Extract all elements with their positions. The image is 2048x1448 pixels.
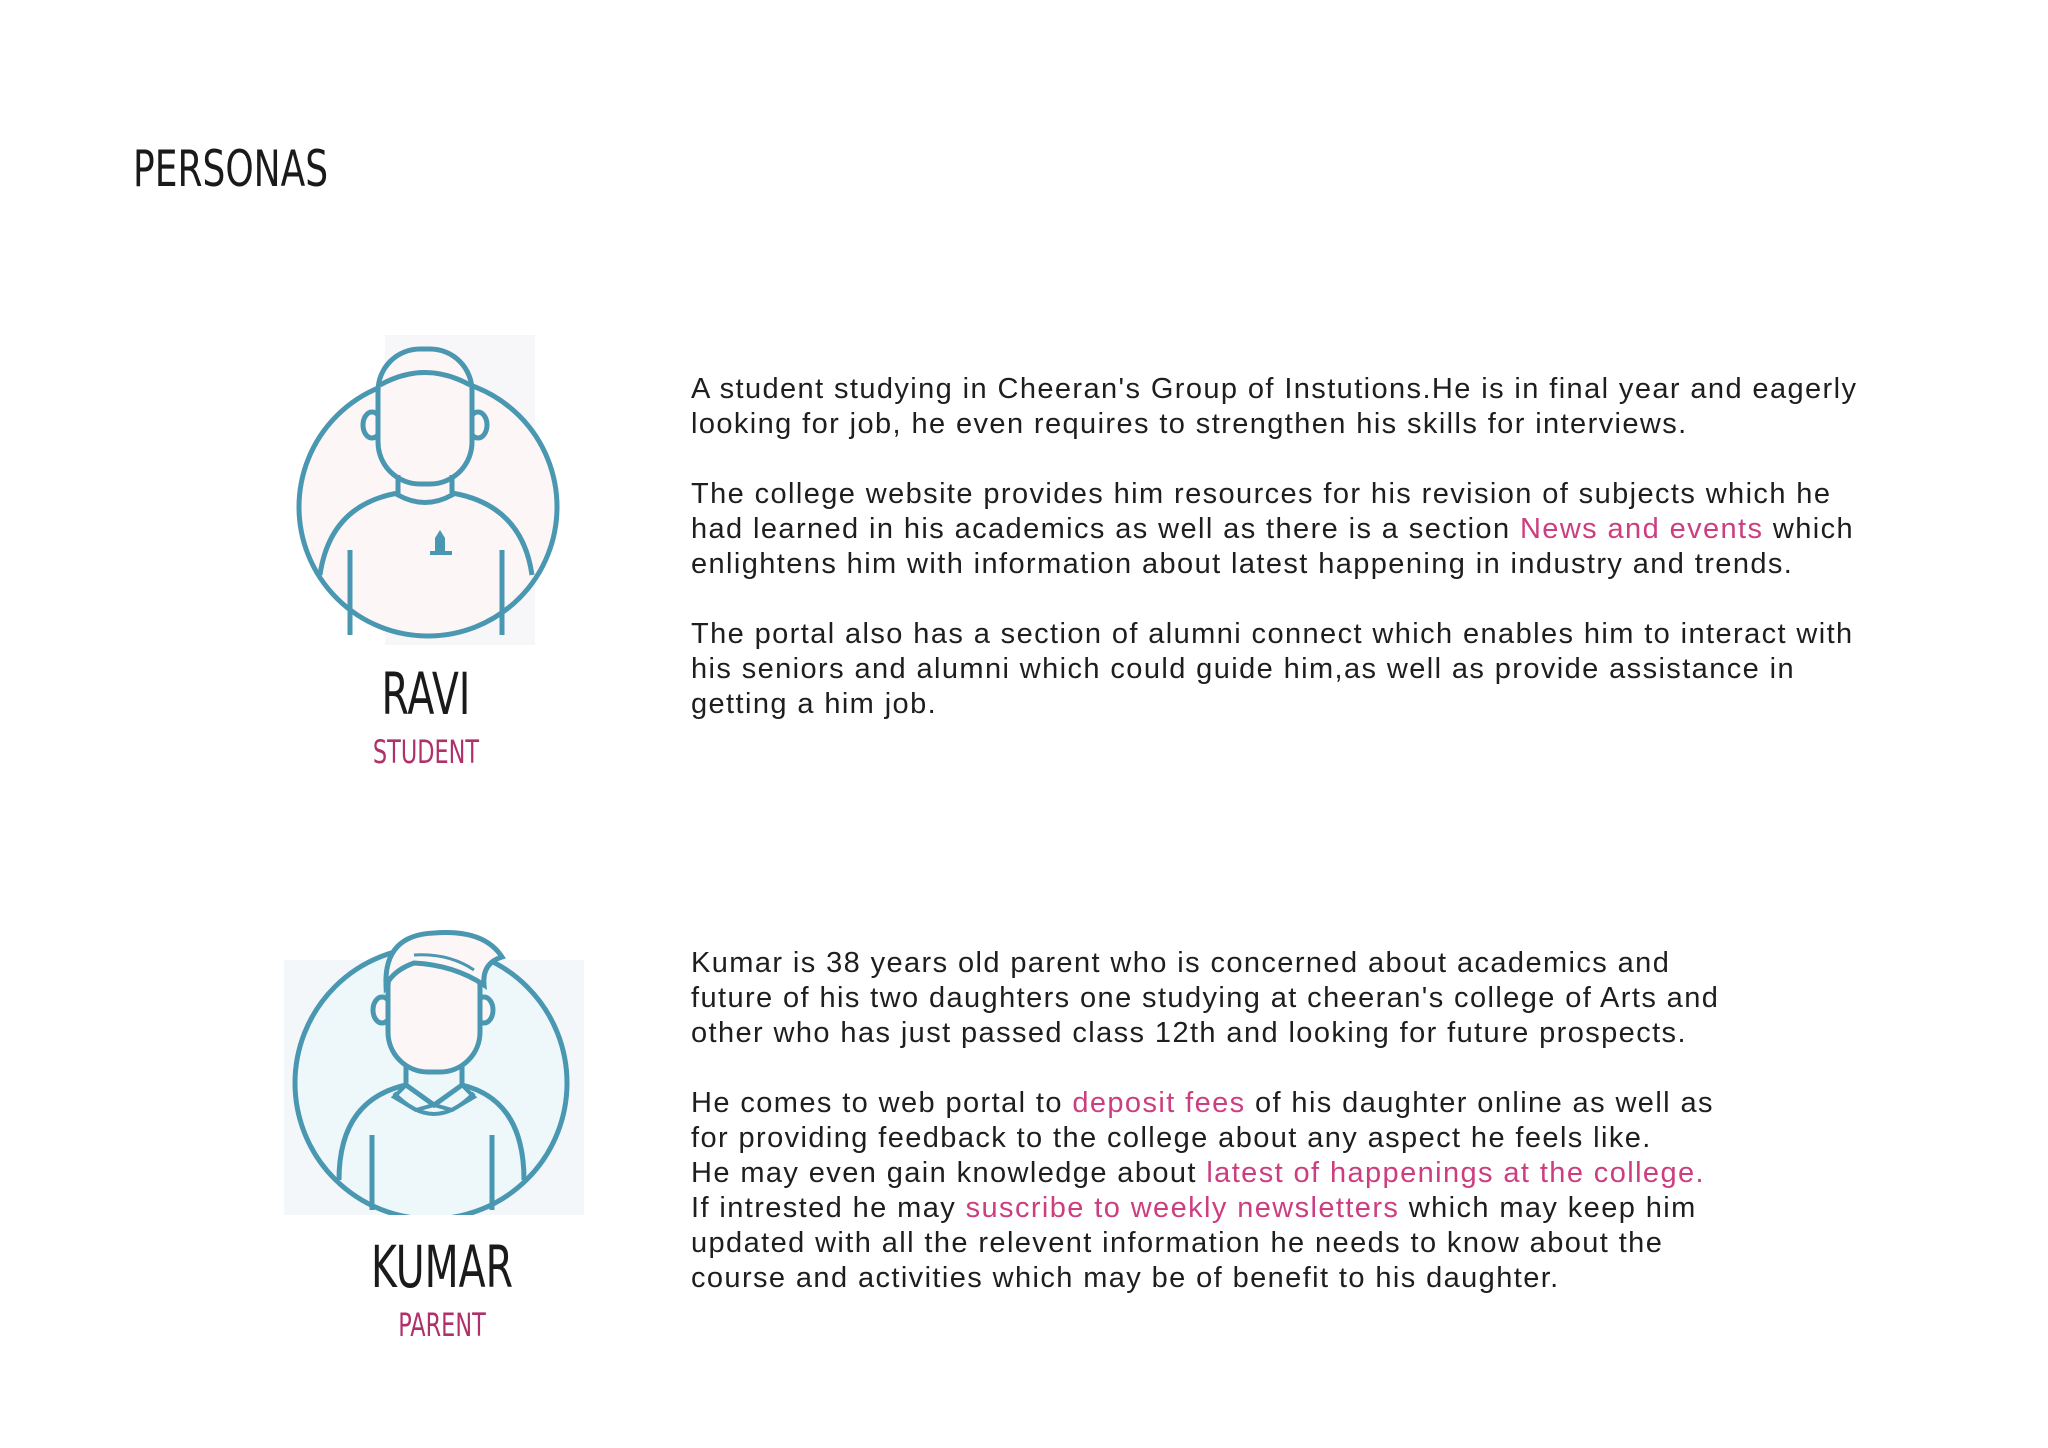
description-text: He comes to web portal to bbox=[691, 1087, 1073, 1119]
news-and-events-highlight: News and events bbox=[1519, 513, 1764, 545]
description-text: which bbox=[1763, 513, 1855, 545]
description-line: future of his two daughters one studying at cheeran's college of Arts and bbox=[691, 982, 1720, 1014]
persona-description bbox=[691, 946, 1719, 1331]
student-avatar-icon bbox=[290, 335, 575, 645]
description-line: The college website provides him resources for his revision of subjects which he bbox=[691, 478, 1832, 510]
description-text: If intrested he may bbox=[691, 1192, 966, 1224]
description-paragraph bbox=[691, 372, 1857, 442]
parent-avatar-icon bbox=[284, 925, 584, 1215]
persona-role: PARENT bbox=[398, 1306, 486, 1344]
description-text: He may even gain knowledge about bbox=[691, 1157, 1207, 1189]
persona-role: STUDENT bbox=[372, 733, 480, 771]
description-line: for providing feedback to the college about any aspect he feels like. bbox=[691, 1122, 1652, 1154]
description-text: . bbox=[1695, 1157, 1705, 1189]
description-text: had learned in his academics as well as there is a section bbox=[691, 513, 1520, 545]
description-paragraph bbox=[691, 477, 1857, 582]
description-paragraph bbox=[691, 1086, 1719, 1296]
description-line: looking for job, he even requires to strengthen his skills for interviews. bbox=[691, 408, 1688, 440]
persona-name: RAVI bbox=[381, 660, 471, 728]
description-line: course and activities which may be of benefit to his daughter. bbox=[691, 1262, 1560, 1294]
description-line: other who has just passed class 12th and looking for future prospects. bbox=[691, 1017, 1687, 1049]
description-paragraph bbox=[691, 617, 1857, 722]
latest-happenings-highlight: latest of happenings at the college bbox=[1206, 1157, 1696, 1189]
deposit-fees-highlight: deposit fees bbox=[1072, 1087, 1246, 1119]
description-text: which may keep him bbox=[1399, 1192, 1697, 1224]
description-line: getting a him job. bbox=[691, 688, 938, 720]
description-text: of his daughter online as well as bbox=[1245, 1087, 1714, 1119]
persona-name: KUMAR bbox=[370, 1233, 514, 1301]
description-paragraph bbox=[691, 946, 1719, 1051]
persona-description bbox=[691, 372, 1857, 757]
description-line: A student studying in Cheeran's Group of Instutions.He is in final year and eagerly bbox=[691, 373, 1858, 405]
description-line: The portal also has a section of alumni connect which enables him to interact with bbox=[691, 618, 1854, 650]
page-title: PERSONAS bbox=[133, 140, 329, 198]
description-line: Kumar is 38 years old parent who is concerned about academics and bbox=[691, 947, 1671, 979]
description-line: enlightens him with information about latest happening in industry and trends. bbox=[691, 548, 1794, 580]
description-line: updated with all the relevent information he needs to know about the bbox=[691, 1227, 1664, 1259]
description-line: his seniors and alumni which could guide him,as well as provide assistance in bbox=[691, 653, 1795, 685]
newsletter-highlight: suscribe to weekly newsletters bbox=[965, 1192, 1400, 1224]
